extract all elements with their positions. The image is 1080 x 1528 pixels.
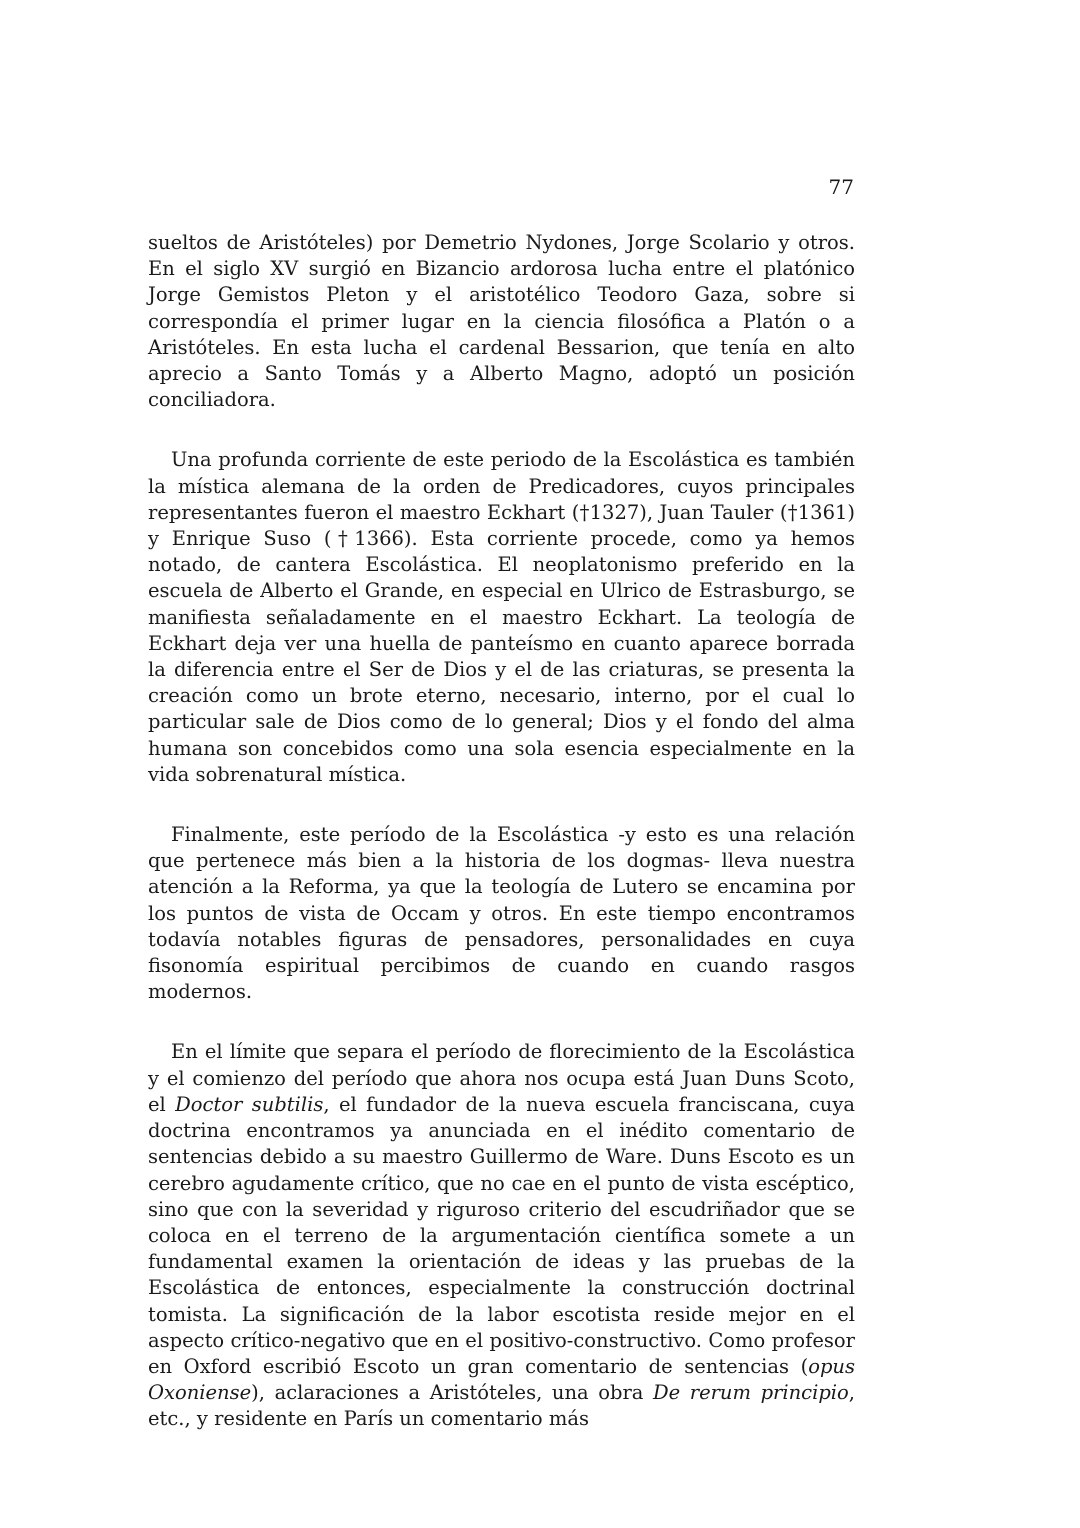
paragraph-4-text-a: En el límite que separa el período de florecimiento de la Escolástica y el comienzo del período que ahora nos ocupa está Juan Duns Scoto, el xyxy=(148,1040,855,1116)
paragraph-1-text: sueltos de Aristóteles) por Demetrio Nydones, Jorge Scolario y otros. En el siglo XV surgió en Bizancio ardorosa lucha entre el platónico Jorge Gemistos Pleton y el aristotélico Teodoro Gaza, sobre si correspondía el primer lugar en la ciencia filosófica a Platón o a Aristóteles. En esta lucha el cardenal Bessarion, que tenía en alto aprecio a Santo Tomás y a Alberto Magno, adoptó un posición conciliadora. xyxy=(148,231,855,412)
paragraph-2 xyxy=(148,447,855,788)
body-text xyxy=(148,230,855,1433)
paragraph-4-text-b: , el fundador de la nueva escuela franciscana, cuya doctrina encontramos ya anunciada en el inédito comentario de sentencias debido a su maestro Guillermo de Ware. Duns Escoto es un cerebro agudamente crítico, que no cae en el punto de vista escéptico, sino que con la severidad y riguroso criterio del escudriñador que se coloca en el terreno de la argumentación científica somete a un fundamental examen la orientación de ideas y las pruebas de la Escolástica de entonces, especialmente la construcción doctrinal tomista. La significación de la labor escotista reside mejor en el aspecto crítico-negativo que en el positivo-constructivo. Como profesor en Oxford escribió Escoto un gran comentario de sentencias ( xyxy=(148,1092,855,1378)
doctor-subtilis-italic: Doctor subtilis xyxy=(175,1092,324,1116)
paragraph-4-text-d: , etc., y residente en París un comentario más xyxy=(148,1381,855,1431)
paragraph-1 xyxy=(148,230,855,413)
de-rerum-principio-italic: De rerum principio xyxy=(652,1381,849,1405)
page-number: 77 xyxy=(828,175,854,199)
paragraph-4-text-c: ), aclaraciones a Aristóteles, una obra xyxy=(251,1381,653,1405)
paragraph-3-text: Finalmente, este período de la Escolástica -y esto es una relación que pertenece más bien a la historia de los dogmas- lleva nuestra atención a la Reforma, ya que la teología de Lutero se encamina por los puntos de vista de Occam y otros. En este tiempo encontramos todavía notables figuras de pensadores, personalidades en cuya fisonomía espiritual percibimos de cuando en cuando rasgos modernos. xyxy=(148,823,855,1004)
paragraph-3 xyxy=(148,822,855,1005)
paragraph-4 xyxy=(148,1039,855,1432)
paragraph-2-text: Una profunda corriente de este periodo de la Escolástica es también la mística alemana de la orden de Predicadores, cuyos principales representantes fueron el maestro Eckhart (†1327), Juan Tauler (†1361) y Enrique Suso (†1366). Esta corriente procede, como ya hemos notado, de cantera Escolástica. El neoplatonismo preferido en la escuela de Alberto el Grande, en especial en Ulrico de Estrasburgo, se manifiesta señaladamente en el maestro Eckhart. La teología de Eckhart deja ver una huella de panteísmo en cuanto aparece borrada la diferencia entre el Ser de Dios y el de las criaturas, se presenta la creación como un brote eterno, necesario, interno, por el cual lo particular sale de Dios como de lo general; Dios y el fondo del alma humana son concebidos como una sola esencia especialmente en la vida sobrenatural mística. xyxy=(148,448,855,786)
opus-oxoniense-italic: opus Oxoniense xyxy=(148,1354,855,1405)
